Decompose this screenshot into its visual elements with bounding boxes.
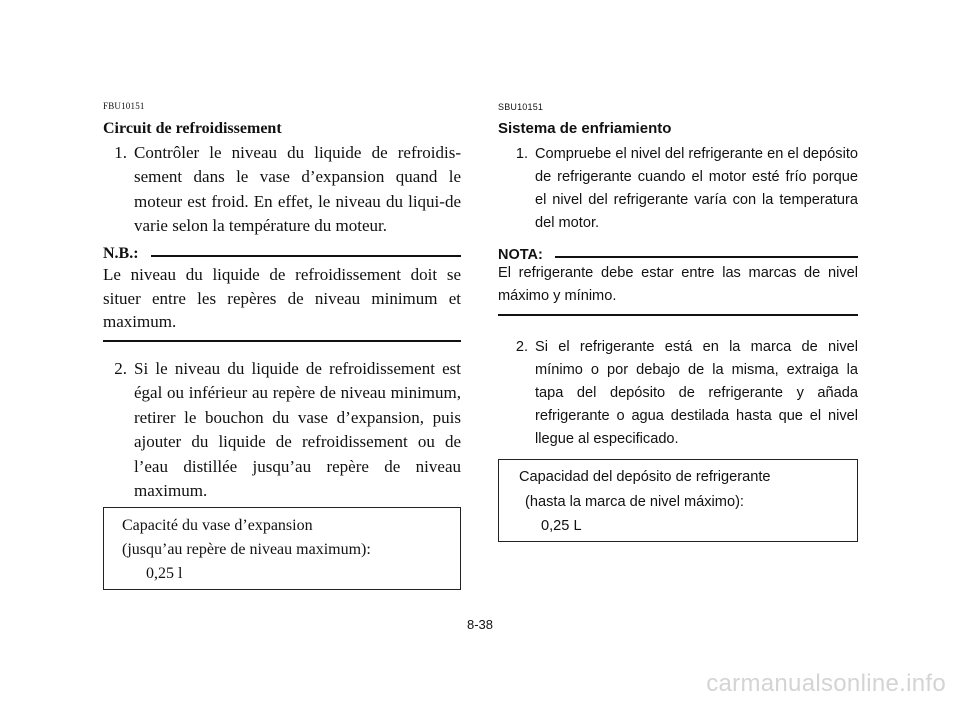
spec-value: 0,25 l — [146, 565, 183, 582]
spec-line-2: (hasta la marca de nivel máximo): — [525, 494, 744, 510]
spec-line-1: Capacité du vase d’expansion — [122, 517, 313, 534]
spec-line-2: (jusqu’au repère de niveau maximum): — [122, 541, 371, 558]
note-rule — [151, 255, 461, 257]
step-text: Si le niveau du liquide de refroidissement est égal ou inférieur au repère de niveau minimum, retirer le bouchon du vase d’expansion, puis ajouter du liquide de refroidissement ou de l’eau distillée jusqu’au repère de niveau maximum. — [134, 359, 461, 501]
step-number: 1. — [114, 143, 127, 162]
page-number: 8-38 — [466, 617, 494, 632]
note-heading — [103, 245, 461, 263]
section-title: Circuit de refroidissement — [103, 120, 282, 137]
note-text: Le niveau du liquide de refroidissement doit se situer entre les repères de niveau minimum et maximum. — [103, 265, 461, 331]
watermark: carmanualsonline.info — [706, 670, 946, 697]
spec-value: 0,25 L — [541, 518, 582, 534]
section-code: SBU10151 — [498, 102, 544, 112]
step-number: 2. — [114, 359, 127, 378]
note-heading — [498, 247, 858, 263]
note-end-rule — [103, 340, 461, 342]
spec-box — [103, 507, 461, 590]
step-number: 2. — [515, 339, 528, 355]
spec-line-1: Capacidad del depósito de refrigerante — [519, 469, 771, 485]
spec-box — [498, 459, 858, 542]
step-number: 1. — [515, 146, 528, 162]
step-text: Compruebe el nivel del refrigerante en el depósito de refrigerante cuando el motor esté frío porque el nivel del refrigerante varía con la temperatura del motor. — [535, 146, 858, 231]
step-2 — [103, 357, 461, 503]
note-label: N.B.: — [103, 245, 139, 262]
step-2 — [498, 336, 858, 451]
note-label: NOTA: — [498, 247, 543, 263]
section-title: Sistema de enfriamiento — [498, 120, 672, 137]
step-text: Si el refrigerante está en la marca de nivel mínimo o por debajo de la misma, extraiga la tapa del depósito de refrigerante y añada refrigerante o agua destilada hasta que el nivel llegue al especificado. — [535, 339, 858, 447]
section-code: FBU10151 — [103, 101, 145, 111]
step-1 — [103, 141, 461, 239]
note-rule — [555, 256, 858, 258]
step-text: Contrôler le niveau du liquide de refroidis-sement dans le vase d’expansion quand le moteur est froid. En effet, le niveau du liqui-de varie selon la température du moteur. — [134, 143, 461, 236]
step-1 — [498, 143, 858, 235]
note-text: El refrigerante debe estar entre las marcas de nivel máximo y mínimo. — [498, 265, 858, 304]
note-end-rule — [498, 314, 858, 316]
